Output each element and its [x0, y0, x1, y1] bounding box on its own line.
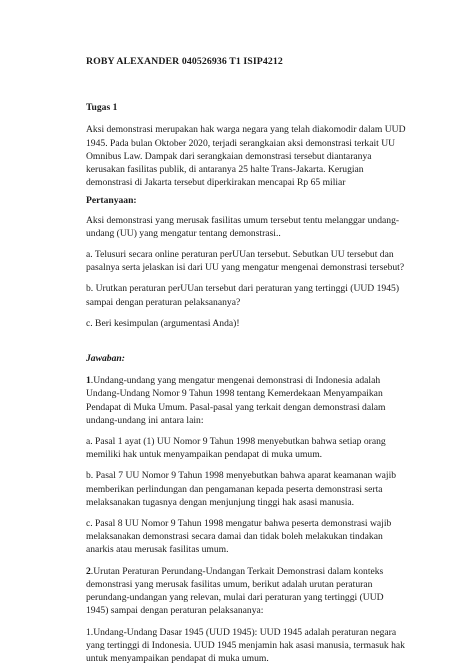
answer-1-number: 1	[86, 375, 91, 387]
answer-1-item-b: b. Pasal 7 UU Nomor 9 Tahun 1998 menyebutkan bahwa aparat keamanan wajib memberikan perlindungan dan pengamanan kepada peserta demonstrasi serta melaksanakan tugasnya dengan menjunjung tinggi hak asasi manusia.	[86, 470, 397, 508]
answer-2	[86, 565, 406, 618]
answer-1-item-a: a. Pasal 1 ayat (1) UU Nomor 9 Tahun 1998 menyebutkan bahwa setiap orang memiliki hak untuk menyampaikan pendapat di muka umum.	[86, 436, 386, 461]
answer-1-item-c: c. Pasal 8 UU Nomor 9 Tahun 1998 mengatur bahwa peserta demonstrasi wajib melaksanakan demonstrasi secara damai dan tidak boleh melakukan tindakan anarkis atau merusak fasilitas umum.	[86, 518, 392, 556]
question-b: b. Urutkan peraturan perUUan tersebut dari peraturan yang tertinggi (UUD 1945) sampai dengan peraturan pelaksananya?	[86, 283, 400, 308]
answer-heading: Jawaban:	[86, 353, 125, 365]
document-header: ROBY ALEXANDER 040526936 T1 ISIP4212	[86, 56, 283, 67]
answer-2-item-1: 1.Undang-Undang Dasar 1945 (UUD 1945): UUD 1945 adalah peraturan negara yang tertinggi di Indonesia. UUD 1945 menjamin hak asasi manusia, termasuk hak untuk menyampaikan pendapat di muka umum.	[86, 626, 405, 664]
answer-1	[86, 374, 406, 427]
question-heading: Pertanyaan:	[86, 195, 137, 207]
question-a: a. Telusuri secara online peraturan perUUan tersebut. Sebutkan UU tersebut dan pasalnya serta jelaskan isi dari UU yang mengatur mengenai demonstrasi tersebut?	[86, 249, 405, 274]
answer-2-text: .Urutan Peraturan Perundang-Undangan Terkait Demonstrasi dalam konteks demonstrasi yang merusak fasilitas umum, berikut adalah urutan peraturan perundang-undangan yang relevan, mulai dari peraturan yang tertinggi (UUD 1945) sampai dengan peraturan pelaksananya:	[86, 565, 384, 617]
intro-paragraph: Aksi demonstrasi merupakan hak warga negara yang telah diakomodir dalam UUD 1945. Pada bulan Oktober 2020, terjadi serangkaian aksi demonstrasi terkait UU Omnibus Law. Dampak dari serangkaian demonstrasi tersebut diantaranya kerusakan fasilitas publik, di antaranya 25 halte Trans-Jakarta. Kerugian demonstrasi di Jakarta tersebut diperkirakan mencapai Rp 65 miliar	[86, 124, 406, 189]
question-c: c. Beri kesimpulan (argumentasi Anda)!	[86, 317, 240, 329]
task-heading: Tugas 1	[86, 102, 118, 114]
question-intro: Aksi demonstrasi yang merusak fasilitas umum tersebut tentu melanggar undang-undang (UU) yang mengatur tentang demonstrasi..	[86, 214, 400, 239]
answer-2-number: 2	[86, 565, 91, 577]
answer-1-text: .Undang-undang yang mengatur mengenai demonstrasi di Indonesia adalah Undang-Undang Nomor 9 Tahun 1998 tentang Kemerdekaan Menyampaikan Pendapat di Muka Umum. Pasal-pasal yang terkait dengan demonstrasi dalam undang-undang ini antara lain:	[86, 375, 386, 426]
